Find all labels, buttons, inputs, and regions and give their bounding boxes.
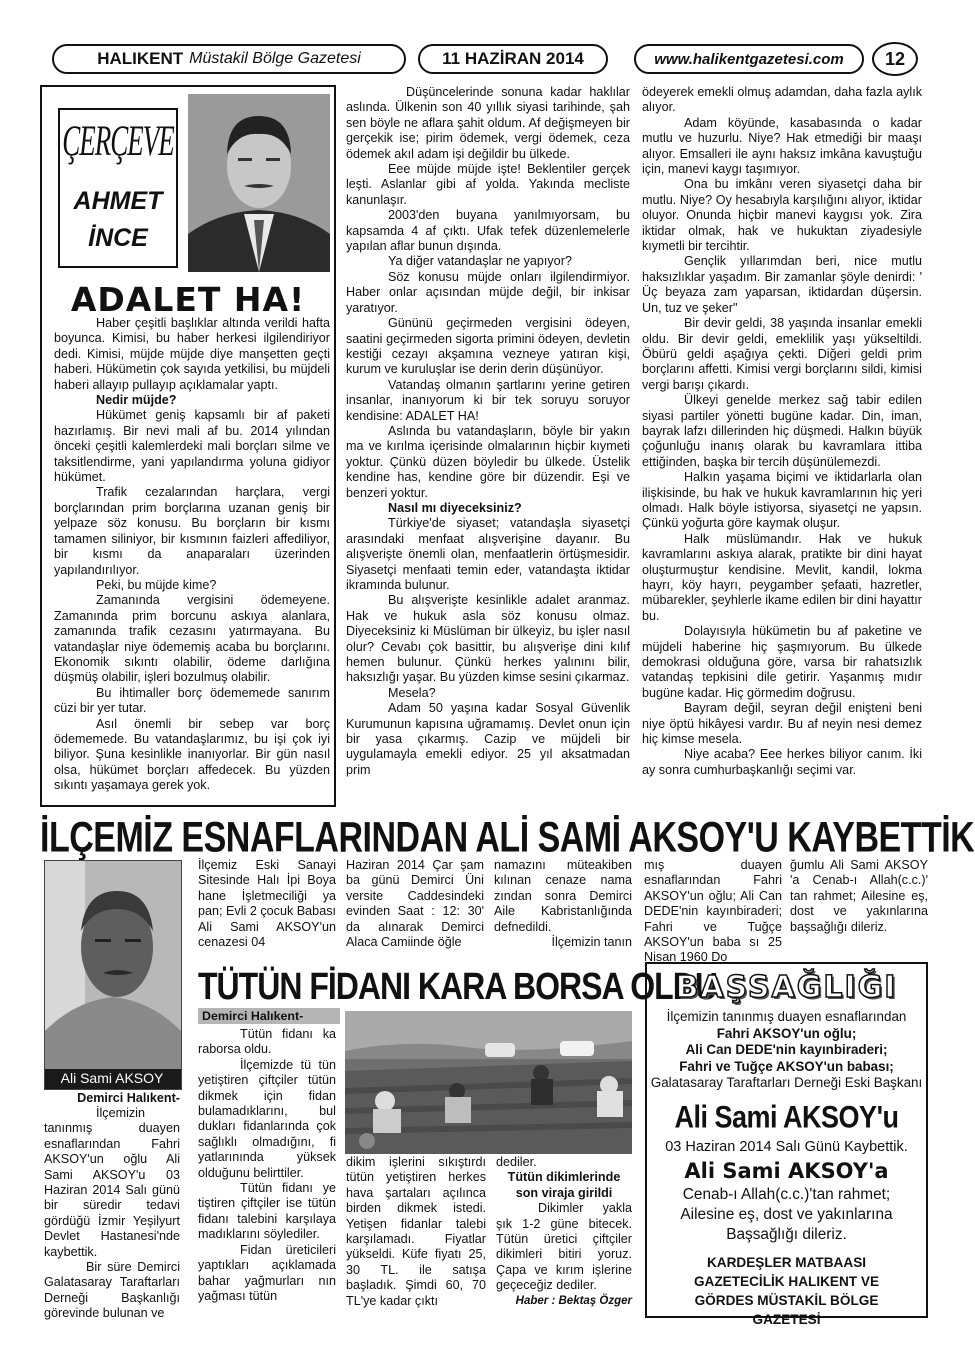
condolence-title: BAŞSAĞLIĞI [675, 970, 898, 1005]
paragraph: Bu ihtimaller borç ödememede sanırım cüzi bir yer tutar. [54, 685, 330, 716]
column-headline: ADALET HA! [70, 280, 306, 319]
column-logo: ÇERÇEVE [62, 116, 174, 165]
author-first-name: AHMET [73, 187, 163, 215]
obituary-headline: İLÇEMİZ ESNAFLARINDAN ALİ SAMİ AKSOY'U KAYBETTİK [40, 814, 975, 862]
author-last-name: İNCE [88, 224, 148, 252]
condolence-name2: Ali Sami AKSOY'a [684, 1158, 889, 1183]
paragraph: Ona bu imkânı veren siyasetçi daha bir mutlu. Niye? Oy hesabıyla karşılığını alıyor, iktidar oluyor. Onunda hiçbir manevi kaygısı yok. Zira iktidar olmak, hak ve hukuktan ziyadesiyle kıymetli bir tercihtir. [642, 177, 922, 254]
obituary-text-col3: Haziran 2014 Çar şam ba günü Demirci Üni versite Caddesindeki evinden Saat : 12: 30' da alınarak Demirci Alaca Camiinde öğle [346, 858, 484, 950]
paragraph: Hükümet geniş kapsamlı bir af paketi hazırlamış. Bir nevi mali af bu. 2014 yılından önceki çeşitli kalemlerdeki mali borçları silme ve taksitlendirme, yani yapılandırma yoluna gidiyor hükümet. [54, 408, 330, 485]
paragraph: Niye acaba? Eee herkes biliyor canım. İki ay sonra cumhurbaşkanlığı seçimi var. [642, 747, 922, 777]
paragraph: Haber çeşitli başlıklar altında verildi hafta boyunca. Kimisi, bu haber herkesi ilgilendiriyor dedi. Kimisi, müjde müjde diye manşetten geçti haberi. Hükümetin çok sayıda yetkilisi, bu müjdeli haberi allayıp pullayıp açıklamalar yaptı. [54, 316, 330, 392]
paragraph: Adam köyünde, kasabasında o kadar mutlu ve huzurlu. Niye? Hak etmediği bir maaşı alıyor. Emsalleri ile aynı haksız imkâna kavuştuğu için, manevi kaygı taşımıyor. [642, 115, 922, 177]
paragraph: Mesela? [388, 685, 436, 700]
paragraph: 2003'den buyana yanılmıyorsam, bu kapsamda 4 af çıktı. Ufak tefek düzenlemelerle yapılan aflar bunun dışında. [346, 208, 630, 254]
masthead-pill [52, 44, 406, 74]
obituary-text-col4 [494, 858, 632, 950]
column-logo-box [58, 108, 178, 268]
tobacco-subhead: Tütün dikimlerinde son viraja girildi [507, 1170, 621, 1200]
paragraph: Türkiye'de siyaset; vatandaşla siyasetçi arasındaki menfaat alışverişine dayanır. Bu alışverişte önemli olan, menfaatlerin örtüşmesidir. Siyasetçi menfaati temin eder, vatandaşta iktidar ikramında bulunur. [346, 516, 630, 592]
issue-date: 11 HAZİRAN 2014 [442, 49, 584, 68]
date-pill [418, 44, 608, 74]
author-photo [188, 94, 330, 272]
page-number: 12 [884, 48, 906, 69]
paragraph: Dolayısıyla hükümetin bu af paketine ve müjdeli haberine hiç şaşmıyorum. Bu ülkede demokrasi olduğuna göre, varsa bir rahatsızlık vatandaş tepkisini dile getirir. Yaşanmış mıdır bugüne kadar. Hiç görmedim doğrusu. [642, 624, 922, 700]
paragraph: Nasıl mı diyeceksiniz? [388, 500, 522, 515]
condolence-line: Fahri ve Tuğçe AKSOY'un babası; [679, 1058, 894, 1074]
tobacco-field-photo [345, 1011, 632, 1154]
paragraph: Tütün fidanı ye tiştiren çiftçiler ise tütün fidanı talebini karşılaya madıklarını söylediler. [198, 1181, 336, 1242]
paragraph: Bu alışverişte kesinlikle adalet aranmaz. Hak ve hukuk asla söz konusu olmaz. Diyeceksiniz ki Müslüman bir ülkeyiz, bu işler nasıl olur? Cevabı çok basittir, bu alışverişe dini kılıf hemen bulunur. Çünkü herkes yalınını bilir, haksızlığı yaşar. Bu yüzden kimse sesini çıkarmaz. [346, 593, 630, 685]
condolence-name1: Ali Sami AKSOY'u [674, 1099, 899, 1135]
tobacco-text-col2: dikim işlerini sıkıştırdı tütün yetiştiren herkes hava şartaları açılınca birden dikmek istedi. Yetişen fidanlar talebi karşılamadı. Fiyatlar yükseldi. Küfe fiyatı 25, 30 TL. ile satışa başladık. Şimdi 60, 70 TL'ye kadar çıktı [346, 1155, 486, 1308]
obituary-text-col5: mış duayen esnaflarından Fahri AKSOY'un oğlu; Ali Can DEDE'nin kayınbiraderi; Fahri ve Tuğçe AKSOY'un baba sı 25 Nisan 1960 Do [644, 858, 782, 965]
tobacco-text-col3 [496, 1155, 632, 1309]
column-text-col3 [642, 85, 922, 778]
paragraph: ödeyerek emekli olmuş adamdan, daha fazla aylık alıyor. [642, 85, 922, 115]
paragraph: Gençlik yıllarımdan beri, nice mutlu haksızlıklar yaşadım. Bir zamanlar şöyle denirdi: ' Üç beyaza zam yaparsan, iktidardan düşersin. Un, tuz ve şeker" [642, 254, 922, 315]
obituary-photo-caption: Ali Sami AKSOY [60, 1070, 164, 1086]
brand-subtitle: Müstakil Bölge Gazetesi [189, 50, 361, 67]
condolence-box [645, 962, 928, 1327]
website-link[interactable]: www.halikentgazetesi.com [654, 50, 844, 68]
paragraph: Gününü geçirmeden vergisini ödeyen, saatini geçirmeden sigorta primini ödeyen, devletin kestiği cezayı akşamına vezneye yatıran kişi, kurum ve kuruluşlar ise derin derin düşünüyor. [346, 316, 630, 377]
paragraph: Trafik cezalarından harçlara, vergi borçlarından prim borçlarına uzanan geniş bir yelpaze söz konusu. Bu borçların bir kısmı tamamen siliniyor, bir kısmının faizleri affediliyor, bir kısmı da anaparaları üzerinden yapılandırılıyor. [54, 485, 330, 577]
column-text-col2 [346, 85, 630, 778]
obituary-text-col2: İlçemiz Eski Sanayi Sitesinde Halı İpi Boya hane İşletmeciliği ya pan; Evli 2 çocuk Babası Ali Sami AKSOY'un cenazesi 04 [198, 858, 336, 950]
condolence-line: Galatasaray Taraftarları Derneği Eski Başkanı [650, 1075, 923, 1091]
tobacco-headline: TÜTÜN FİDANI KARA BORSA OLDU [198, 965, 717, 1008]
paragraph: Bayram değil, seyran değil enişteni beni niye öptü hikâyesi vardır. Bu af neyin nesi demez hiç kimse mesela. [642, 701, 922, 747]
condolence-message: Cenab-ı Allah(c.c.)'tan rahmet; Ailesine eş, dost ve yakınlarına Başsağlığı dileriz. [680, 1185, 893, 1243]
paragraph: Fidan üreticileri yaptıkları açıklamada bahar yağmurları nın yağması tütün [198, 1242, 336, 1303]
tobacco-text-col1 [198, 1027, 336, 1304]
paragraph: Nedir müjde? [96, 393, 177, 408]
brand-name: HALIKENT [97, 49, 184, 68]
paragraph: İlçemizin tanınmış duayen esnaflarından Fahri AKSOY'un oğlu Ali Sami AKSOY'u 03 Haziran 2014 Salı günü bir süredir tedavi gördüğü İzmir Yeşilyurt Devlet Hastanesi'nde kaybettik. [44, 1106, 180, 1259]
condolence-line: Fahri AKSOY'un oğlu; [716, 1025, 857, 1041]
condolence-date: 03 Haziran 2014 Salı Günü Kaybettik. [665, 1138, 908, 1155]
tobacco-byline: Demirci Halıkent- [198, 1008, 340, 1024]
paragraph: Bir süre Demirci Galatasaray Taraftarları Derneği Başkanlığı görevinde bulunan ve [44, 1260, 180, 1321]
condolence-line: Ali Can DEDE'nin kayınbiraderi; [685, 1042, 888, 1058]
paragraph: Asıl önemli bir sebep var borç ödememede. Bu vatandaşlarımız, bu işi çok iyi biliyor. Şuna kesinlikle inanıyorlar. Bir gün nasıl olsa, hükümet borçları affedecek. Bu yüzden sıkıntı yaşamaya gerek yok. [54, 716, 330, 793]
condolence-line: İlçemizin tanınmış duayen esnaflarından [666, 1009, 907, 1024]
obituary-text-col1 [44, 1106, 180, 1322]
paragraph: Halk müslümandır. Hak ve hukuk kavramlarını askıya alarak, pratikte bir dini hayat oluşturmuştur kendisine. Mevlit, kandil, lokma hayrı, köy hayrı, peygamber şefaati, hazretler, mübarekler, şeyhlerle ikame edilen bir dini hayattır bu. [642, 531, 922, 623]
paragraph: Adam 50 yaşına kadar Sosyal Güvenlik Kurumunun kapısına uğramamış. Devlet onun için bir yasa çıkarmış. Cazip ve müjdeli bir uygulamayla emekli ediyor. 25 yıl aksatmadan prim [346, 701, 630, 777]
paragraph: Tütün fidanı ka raborsa oldu. [198, 1027, 336, 1057]
tobacco-credit: Haber : Bektaş Özger [515, 1294, 632, 1307]
paragraph: Ülkeyi genelde merkez sağ tabir edilen siyasi partiler yönetti bugüne kadar. Din, iman, bayrak lafzı dillerinden hiç düşmedi. Halkın büyük çoğunluğu inanış olarak bu kavramlara ittiba ettiğinden, başka bir tercih düşünülemezdi. [642, 393, 922, 469]
paragraph: Aslında bu vatandaşların, böyle bir yakın ma ve kırılma içerisinde olmalarının hiçbir kıymeti yoktur. Çünkü düzen böyledir bu ülkede. Üstelik kendine has, kendine göre bir düzendir. Eşi ve benzeri yoktur. [346, 423, 630, 500]
paragraph: Düşüncelerinde sonuna kadar haklılar aslında. Ülkenin son 40 yıllık siyasi tarihinde, şah sen böyle ne aflara şahit oldum. Af değişmeyen bir gerçekik ise; pirim ödemek, vergi ödemek, ceza ödemek akıl adam işi değildir bu ülkede. [346, 85, 630, 161]
paragraph: Halkın yaşama biçimi ve iktidarlarla olan ilişkisinde, bu hak ve hukuk kavramlarının hiç yeri olmadı. Halk böyle istiyorsa, siyasetçi ne yapsın. Çünkü yoğurta göre kaymak oluşur. [642, 470, 922, 531]
tobacco-col3-lead: dediler. [496, 1155, 537, 1169]
obituary-text-col4a: namazını müteakiben kılınan cenaze nama zından sonra Demirci Aile Kabristanlığında defnedildi. [494, 858, 632, 934]
paragraph: Vatandaş olmanın şartlarını yerine getiren insanlar, inanıyorum ki bir tek soruyu soruyor kendisine: ADALET HA! [346, 377, 630, 423]
tobacco-text-col3-body: Dikimler yakla şık 1-2 güne bitecek. Tütün üretici çiftçiler dikimleri bitiri yoruz. Çapa ve kırım işlerine geçeceğiz dediler. [496, 1201, 632, 1293]
paragraph: Zamanında vergisini ödemeyene. Zamanında prim borcunu askıya alanlara, zamanında trafik cezasını yatırmayana. Bu vatandaşlar niye ödememiş acaba bu borçlarını. Ekonomik sıkıntı olabilir, ödeme darlığına düşmüş olabilir, işleri bozulmuş olabilir. [54, 593, 330, 685]
page-number-pill [872, 42, 918, 76]
paragraph: İlçemizde tü tün yetiştiren çiftçiler tütün dikmek için fidan bulamadıklarını, bul dukları fidanlarında çok sağlıklı olmadığını, fi yatlarınında yüksek olduğunu belirttiler. [198, 1057, 336, 1180]
paragraph: Peki, bu müjde kime? [96, 577, 217, 592]
condolence-lines [647, 1009, 926, 1092]
paragraph: Ya diğer vatandaşlar ne yapıyor? [388, 254, 572, 269]
obituary-text-col6: ğumlu Ali Sami AKSOY 'a Cenab-ı Allah(c.c.)' tan rahmet; Ailesine eş, dost ve yakınlarına başsağlığı dileriz. [790, 858, 928, 934]
column-text-col1 [54, 316, 330, 794]
condolence-signature: KARDEŞLER MATBAASI GAZETECİLİK HALIKENT VE GÖRDES MÜSTAKİL BÖLGE GAZETESİ [693, 1254, 880, 1327]
obituary-text-col4b: İlçemizin tanın [551, 935, 632, 950]
website-pill [634, 44, 864, 74]
paragraph: Bir devir geldi, 38 yaşında insanlar emekli oldu. Bir devir geldi, emeklilik yaşı yükseltildi. Öbürü geldi aşağıya çekti. Diğeri geldi prim borçlarını affetti. Kimisi vergi borçlarını sildi, kimisi vergi barışı çıkardı. [642, 316, 922, 392]
paragraph: Söz konusu müjde onları ilgilendirmiyor. Haber onlar açısından müjde değil, bir inkisar yaratıyor. [346, 269, 630, 315]
obituary-photo [44, 860, 182, 1090]
obituary-byline: Demirci Halıkent- [77, 1091, 180, 1105]
paragraph: Eee müjde müjde işte! Beklentiler gerçek leşti. Aslanlar gibi af yolda. Yakında mecliste kanunlaşır. [346, 162, 630, 207]
